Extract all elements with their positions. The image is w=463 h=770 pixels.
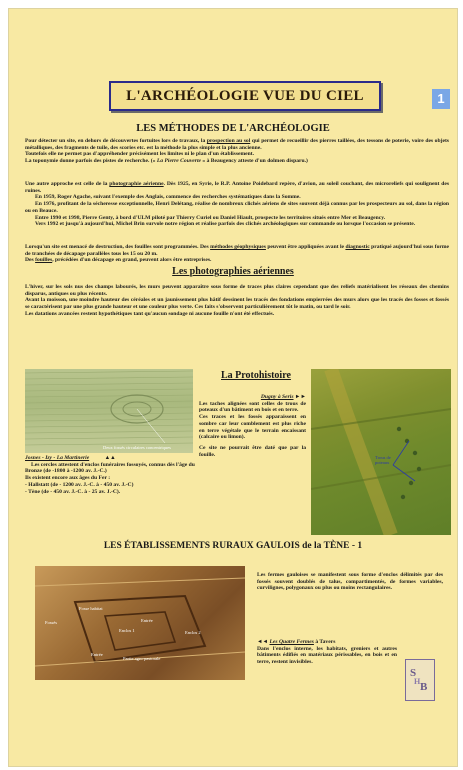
methodes-geophysiques-link[interactable]: méthodes géophysiques xyxy=(210,244,266,250)
photos-paragraph-2: Avant la moisson, une moindre hauteur des céréales et un jaunissement plus hâtif dessinent les tracés des fondations empierrées des murs alors que les tracés des fosses et fossés se caractérisent par une plus grande hauteur et une couleur plus verte. Ces faits s'observent particulièrement tôt le matin, ou tard le soir. xyxy=(25,297,449,311)
diagnostic-link[interactable]: diagnostic xyxy=(345,244,370,250)
photos-paragraph-3: Les datations avancées restent hypothétiques tant qu'aucun sondage ni aucune fouille n'ont été effectués. xyxy=(25,310,275,317)
aerial-paragraph: Une autre approche est celle de la photographie aérienne. Dès 1925, en Syrie, le R.P. Antoine Poidebard repère, d'avion, au soleil couchant, des microreliefs qui soulignent des ruines. xyxy=(25,181,449,194)
proto-text-2: Ces traces et les fossés apparaissent en sombre car leur comblement est plus riche en terre végétale que le terrain encaissant (calcaire ou limon). xyxy=(199,414,306,441)
gaulois-label-entree-2: Entrée xyxy=(91,652,103,657)
shb-logo xyxy=(405,659,435,701)
proto-left-text-4: - Tène (de - 450 av. J.-C. à - 25 av. J.-C). xyxy=(25,488,121,495)
gaulois-right-text xyxy=(257,639,397,666)
section-title-gaulois: LES ÉTABLISSEMENTS RURAUX GAULOIS de la TÈNE - 1 xyxy=(103,541,363,551)
intro-block xyxy=(25,138,449,165)
gaulois-label-fosses: Fossés xyxy=(45,620,58,625)
gaulois-label-partie: Partie agro-pastorale xyxy=(123,656,161,661)
section-title-photos: Les photographies aériennes xyxy=(172,266,294,277)
intro-paragraph-2: Toutefois elle ne permet pas d'appréhender précisément les limites ni le plan d'un établissement. xyxy=(25,151,255,158)
aerial-paragraph-3: En 1976, profitant de la sécheresse exceptionnelle, Henri Delétang, réalise de nombreux clichés aériens de sites souvent déjà connus par les prospecteurs au sol, dans la région ou en Beauce. xyxy=(25,201,449,214)
left-photo-label: Deux fossés circulaires concentriques xyxy=(103,445,171,450)
josnes-aerial-photo xyxy=(25,369,193,453)
threat-block xyxy=(25,244,449,264)
threat-paragraph-2: Des fouilles, précédées d'un décapage en grand, peuvent alors être entreprises. xyxy=(25,257,212,264)
trous-label-2: poteaux xyxy=(375,460,390,465)
threat-paragraph: Lorsqu'un site est menacé de destruction, des fouilles sont programmées. Des méthodes géophysiques peuvent être appliquées avant le diagnostic pratiqué aujourd'hui sous forme de tranchées de décapage parallèles tous les 15 ou 20 m. xyxy=(25,244,449,257)
aerial-paragraph-2: En 1959, Roger Agache, suivant l'exemple des Anglais, commence des recherches systématiques dans la Somme. xyxy=(35,194,301,201)
proto-left-text-3: - Hallstatt (de - 1200 av. J.-C. à - 450 av. J.-C) xyxy=(25,481,134,488)
dugny-caption: Dugny à Seris ►► xyxy=(260,394,306,400)
gaulois-label-enclos-2: Enclos 2 xyxy=(185,630,201,635)
intro-paragraph-3: La toponymie donne parfois des pistes de recherche. (« La Pierre Couverte » à Beaugency atteste d'un dolmen disparu.) xyxy=(25,158,308,165)
proto-text-1: Les taches alignées sont celles de trous de poteaux d'un bâtiment en bois et en terre. xyxy=(199,400,306,414)
svg-text:S: S xyxy=(410,667,417,679)
intro-paragraph: Pour détecter un site, en dehors de découvertes fortuites lors de travaux, la prospection au sol qui permet de recueillir des pierres taillées, des tessons de poterie, voire des objets métalliques, des fragments de tuile, des scories etc. est la méthode la plus simple et la plus ancienne. xyxy=(25,138,449,151)
aerial-block xyxy=(25,181,449,228)
gaulois-text-1: Les fermes gauloises se manifestent sous forme d'enclos délimités par des fossés souvent doublés de talus, compartimentés, de formes variables, curvilignes, polygonaux ou plus ou moins rectangulaires. xyxy=(257,572,443,592)
enclosure-graphic xyxy=(35,566,245,680)
protohistoire-right-text xyxy=(199,394,306,458)
aerial-paragraph-4: Entre 1990 et 1998, Pierre Genty, à bord d'ULM piloté par Thierry Curiel ou Daniel Hiault, prospecte les territoires situés entre Mer et Beaugency. xyxy=(35,214,386,221)
field-lines-graphic xyxy=(25,369,193,453)
protohistoire-left-text xyxy=(25,455,197,495)
gaulois-label-enclos-1: Enclos 1 xyxy=(119,628,135,633)
proto-left-text-1: Les cercles attestent d'enclos funéraires fossoyés, connus dès l'âge du Bronze (de -1800 à -1200 av. J.-C.) xyxy=(25,461,195,475)
trous-label-1: Trous de xyxy=(375,455,391,460)
fouilles-link[interactable]: fouilles xyxy=(35,257,53,264)
josnes-caption: Josnes - Izy - La Martinerie ▲▲ xyxy=(25,455,116,461)
page-title: L'ARCHÉOLOGIE VUE DU CIEL xyxy=(109,81,381,111)
prospection-link[interactable]: prospection au sol xyxy=(206,138,251,144)
proto-left-text-2: Ils existent encore aux âges du Fer : xyxy=(25,475,111,482)
section-title-methods: LES MÉTHODES DE L'ARCHÉOLOGIE xyxy=(136,123,330,134)
page xyxy=(8,8,458,767)
quatre-fermes-aerial-photo xyxy=(35,566,245,680)
gaulois-label-fosse-habitat: Fosse habitat xyxy=(79,606,103,611)
photos-block xyxy=(25,284,449,318)
crop-marks-graphic xyxy=(311,369,451,535)
tavers-caption: ◄◄ Les Quatre Fermes à Tavers xyxy=(257,639,336,645)
post-holes xyxy=(397,427,421,499)
page-number-badge: 1 xyxy=(432,89,450,109)
photographie-aerienne-link[interactable]: photographie aérienne xyxy=(109,181,164,187)
gaulois-label-entree-1: Entrée xyxy=(141,618,153,623)
shb-logo-graphic xyxy=(406,660,434,700)
photos-paragraph: L'hiver, sur les sols nus des champs labourés, les murs peuvent apparaître sous forme de traces plus claires cependant que des reliefs matérialisent les réseaux des chemins disparus, antiques ou plus récents. xyxy=(25,284,449,297)
gaulois-text-2: Dans l'enclos interne, les habitats, greniers et autres bâtiments édifiés en matériaux périssables, en bois et en terre, restent invisibles. xyxy=(257,645,397,666)
dugny-aerial-photo xyxy=(311,369,451,535)
svg-text:B: B xyxy=(420,681,428,693)
aerial-paragraph-5: Vers 1992 et jusqu'à aujourd'hui, Michel Brin survole notre région et réalise parfois des clichés archéologiques sur commande ou lorsque l'occasion se présente. xyxy=(35,221,416,228)
protohistoire-title: La Protohistoire xyxy=(221,370,291,381)
proto-text-3: Ce site ne pourrait être daté que par la fouille. xyxy=(199,444,306,458)
svg-text:H: H xyxy=(414,677,421,686)
